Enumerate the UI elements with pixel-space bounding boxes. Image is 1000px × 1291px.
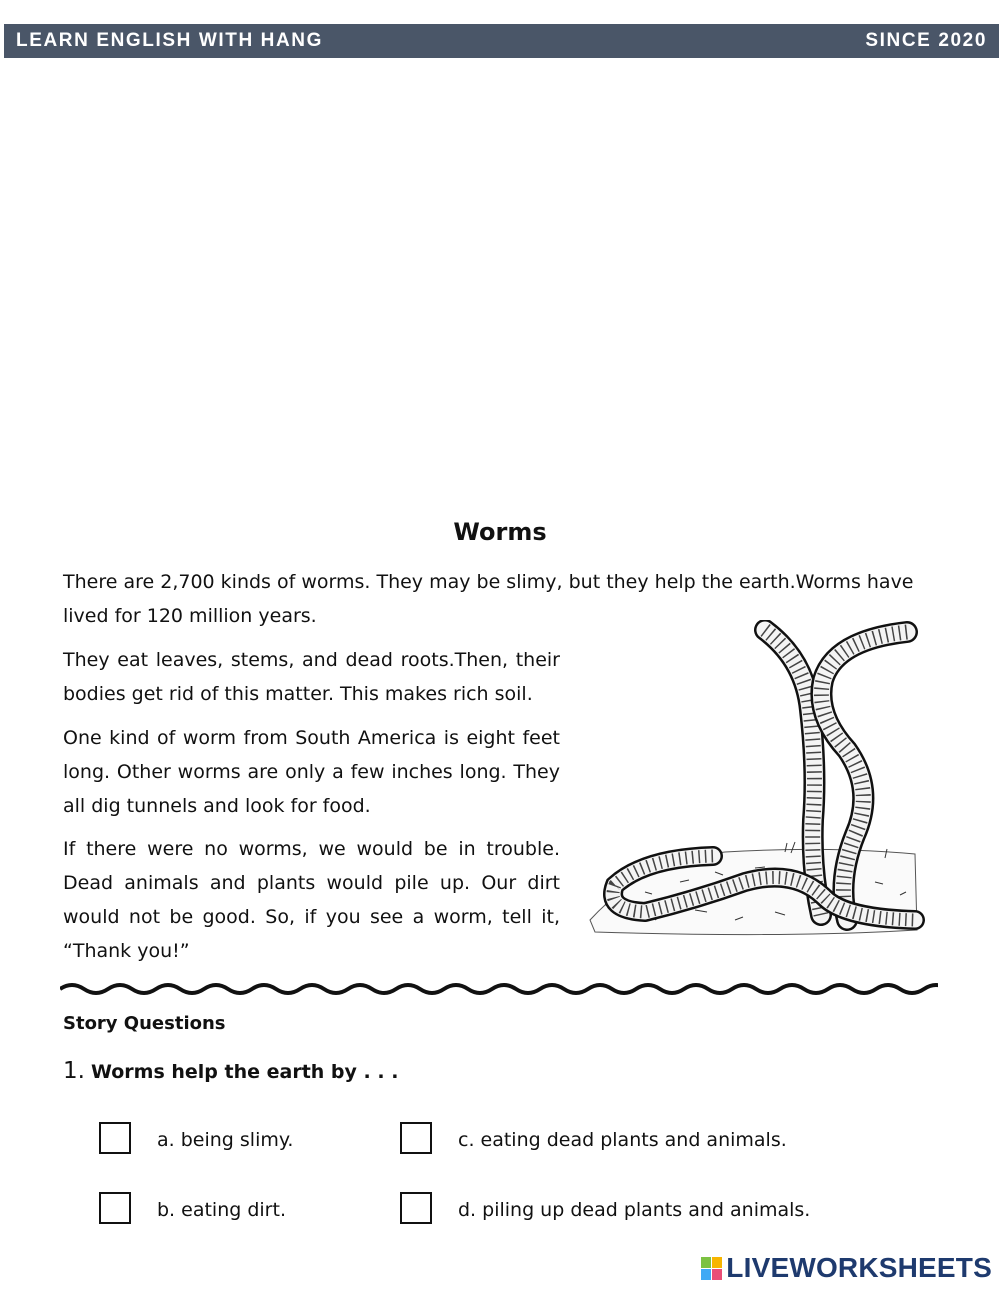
worms-illustration [585,620,935,940]
story-title: Worms [453,518,547,546]
question-1 [63,1058,398,1084]
question-text: Worms help the earth by . . . [90,1061,399,1083]
logo-block [701,1269,711,1280]
story-questions-heading: Story Questions [63,1013,226,1034]
brand-name: LIVEWORKSHEETS [726,1252,992,1283]
logo-block [712,1257,722,1268]
liveworksheets-logo[interactable] [701,1253,992,1283]
logo-block [712,1269,722,1280]
wave-divider [60,976,938,1002]
option-b-label: b. eating dirt. [157,1199,286,1221]
option-c-label: c. eating dead plants and animals. [458,1129,787,1151]
option-d-checkbox[interactable] [400,1192,432,1224]
option-c-checkbox[interactable] [400,1122,432,1154]
story-paragraph-1: There are 2,700 kinds of worms. They may be slimy, but they help the earth.Worms have lived for 120 million years. [63,571,914,627]
story-paragraph-2: They eat leaves, stems, and dead roots.Then, their bodies get rid of this matter. This makes rich soil. [63,649,560,705]
option-d-label: d. piling up dead plants and animals. [458,1199,811,1221]
option-b-checkbox[interactable] [99,1192,131,1224]
header-since: SINCE 2020 [865,30,987,51]
header-title: LEARN ENGLISH WITH HANG [16,30,324,51]
question-number: 1. [63,1058,85,1084]
option-a-checkbox[interactable] [99,1122,131,1154]
header-bar [4,24,999,58]
logo-block [701,1257,711,1268]
story-paragraph-3: One kind of worm from South America is eight feet long. Other worms are only a few inches long. They all dig tunnels and look for food. [63,727,560,817]
option-a-label: a. being slimy. [157,1129,294,1151]
logo-blocks-icon [701,1257,722,1280]
story-paragraph-4: If there were no worms, we would be in trouble. Dead animals and plants would pile up. Our dirt would not be good. So, if you see a worm, tell it, “Thank you!” [63,838,560,962]
